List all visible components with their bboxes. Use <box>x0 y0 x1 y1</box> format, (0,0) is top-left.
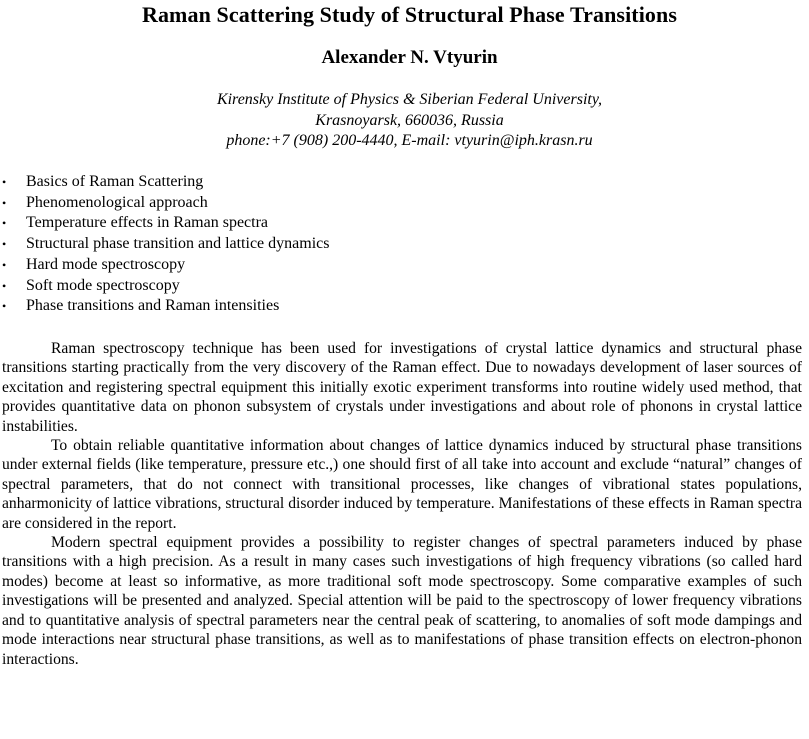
topic-item <box>0 255 329 276</box>
topic-item <box>0 276 329 297</box>
affiliation-line-contact: phone:+7 (908) 200-4440, E-mail: vtyurin@iph.krasn.ru <box>226 132 593 149</box>
topic-text: Temperature effects in Raman spectra <box>26 214 269 232</box>
topic-text: Phenomenological approach <box>26 193 208 211</box>
paper-title: Raman Scattering Study of Structural Phase Transitions <box>141 2 678 27</box>
topic-item <box>0 296 329 317</box>
paragraph-modern-equipment: Modern spectral equipment provides a possibility to register changes of spectral parameters induced by phase transitions with a high precision. As a result in many cases such investigations of high frequency vibrations (so called hard modes) become at least so informative, as more traditional soft mode spectroscopy. Some comparative examples of such investigations will be presented and analyzed. Special attention will be paid to the spectroscopy of lower frequency vibrations and to quantitative analysis of spectral parameters near the central peak of scattering, to anomalies of soft mode dampings and mode interactions near structural phase transitions, as well as to manifestations of phase transition effects on electron-phonon interactions. <box>2 534 802 668</box>
abstract-body <box>2 339 802 669</box>
author-name: Alexander N. Vtyurin <box>321 47 498 68</box>
topic-text: Structural phase transition and lattice dynamics <box>26 235 330 253</box>
topic-text: Phase transitions and Raman intensities <box>26 297 280 315</box>
bullet-icon: • <box>2 257 7 272</box>
affiliation-line-institute: Kirensky Institute of Physics & Siberian Federal University, <box>216 91 603 108</box>
affiliation-block <box>0 90 809 152</box>
bullet-icon: • <box>2 175 7 189</box>
affiliation-line-city: Krasnoyarsk, 660036, Russia <box>315 111 504 129</box>
topic-item <box>0 213 329 234</box>
topic-text: Hard mode spectroscopy <box>26 255 186 273</box>
bullet-icon: • <box>2 195 7 210</box>
topic-item <box>0 234 329 255</box>
paragraph-intro: Raman spectroscopy technique has been used for investigations of crystal lattice dynamics and structural phase transitions starting practically from the very discovery of the Raman effect. Due to nowadays development of laser sources of excitation and registering spectral equipment this initially exotic experiment transforms into routine widely used method, that provides quantitative data on phonon subsystem of crystals under investigations and about role of phonons in crystal lattice instabilities. <box>2 340 802 435</box>
topic-text: Basics of Raman Scattering <box>26 173 204 190</box>
bullet-icon: • <box>2 237 7 252</box>
topic-item <box>0 172 329 193</box>
bullet-icon: • <box>2 299 7 314</box>
bullet-icon: • <box>2 216 7 231</box>
topic-item <box>0 193 329 214</box>
bullet-icon: • <box>2 278 7 293</box>
paragraph-natural-changes: To obtain reliable quantitative information about changes of lattice dynamics induced by structural phase transitions under external fields (like temperature, pressure etc.,) one should first of all take into account and exclude “natural” changes of spectral parameters, that do not connect with transitional processes, like changes of vibrational states populations, anharmonicity of lattice vibrations, structural disorder induced by temperature. Manifestations of these effects in Raman spectra are considered in the report. <box>2 437 802 532</box>
topic-text: Soft mode spectroscopy <box>26 276 180 294</box>
topics-list <box>0 172 329 317</box>
